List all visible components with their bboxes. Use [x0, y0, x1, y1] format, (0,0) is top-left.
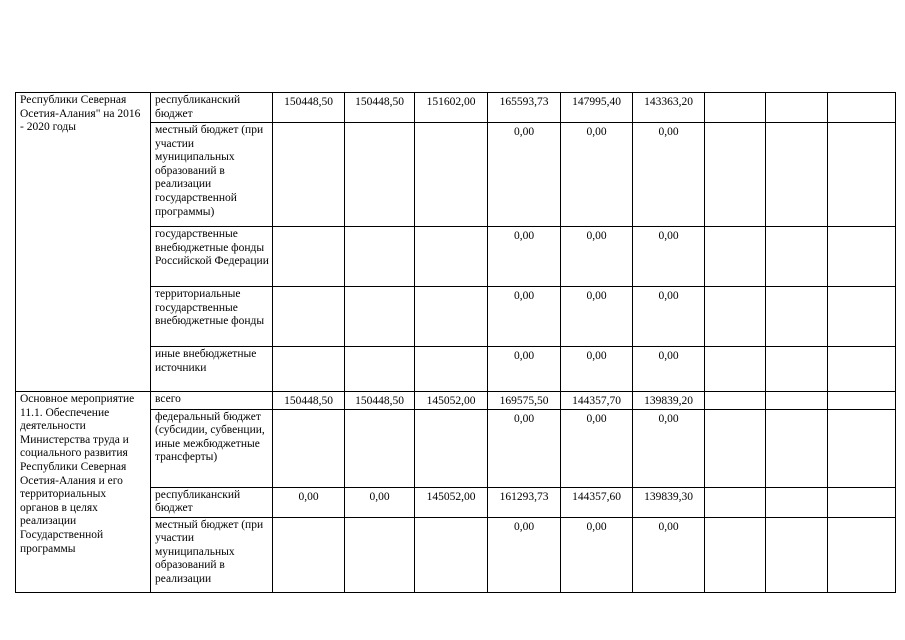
value-cell: 0,00 — [488, 347, 561, 392]
value-cell: 147995,40 — [561, 93, 633, 123]
funding-source-cell: республиканский бюджет — [151, 487, 273, 517]
row-title-cell: Основное мероприятие 11.1. Обеспечение деятельности Министерства труда и социального развития Республики Северная Осетия-Алания и его территориальных органов в целях реализации Государственной программы — [16, 392, 151, 593]
value-cell: 0,00 — [561, 287, 633, 347]
value-cell — [345, 347, 415, 392]
funding-source-cell: местный бюджет (при участии муниципальных образований в реализации государственной программы) — [151, 123, 273, 227]
value-cell — [828, 287, 896, 347]
value-cell — [766, 409, 828, 487]
value-cell — [345, 123, 415, 227]
value-cell: 0,00 — [633, 347, 705, 392]
value-cell — [705, 347, 766, 392]
value-cell: 0,00 — [633, 287, 705, 347]
value-cell: 150448,50 — [273, 93, 345, 123]
value-cell — [828, 409, 896, 487]
value-cell — [345, 227, 415, 287]
value-cell — [705, 287, 766, 347]
value-cell — [705, 392, 766, 410]
funding-source-cell: иные внебюджетные источники — [151, 347, 273, 392]
value-cell: 0,00 — [488, 409, 561, 487]
value-cell: 0,00 — [488, 517, 561, 592]
value-cell — [705, 123, 766, 227]
funding-source-cell: местный бюджет (при участии муниципальных образований в реализации — [151, 517, 273, 592]
value-cell — [415, 409, 488, 487]
value-cell: 151602,00 — [415, 93, 488, 123]
row-title-cell: Республики Северная Осетия-Алания" на 2016 - 2020 годы — [16, 93, 151, 392]
value-cell: 0,00 — [561, 409, 633, 487]
table-row — [16, 392, 896, 410]
value-cell — [415, 347, 488, 392]
value-cell: 0,00 — [633, 123, 705, 227]
value-cell: 169575,50 — [488, 392, 561, 410]
value-cell — [705, 227, 766, 287]
value-cell — [766, 392, 828, 410]
value-cell: 0,00 — [345, 487, 415, 517]
value-cell: 0,00 — [633, 409, 705, 487]
funding-source-cell: республиканский бюджет — [151, 93, 273, 123]
value-cell — [345, 287, 415, 347]
value-cell: 150448,50 — [273, 392, 345, 410]
value-cell: 0,00 — [488, 123, 561, 227]
value-cell — [415, 287, 488, 347]
value-cell — [766, 517, 828, 592]
value-cell — [828, 123, 896, 227]
value-cell — [766, 227, 828, 287]
value-cell: 161293,73 — [488, 487, 561, 517]
value-cell — [273, 517, 345, 592]
value-cell — [766, 93, 828, 123]
value-cell — [828, 487, 896, 517]
value-cell: 143363,20 — [633, 93, 705, 123]
value-cell — [705, 93, 766, 123]
value-cell: 144357,60 — [561, 487, 633, 517]
value-cell — [273, 347, 345, 392]
table-body — [16, 93, 896, 593]
value-cell — [828, 347, 896, 392]
value-cell: 0,00 — [561, 517, 633, 592]
value-cell — [705, 487, 766, 517]
funding-source-cell: территориальные государственные внебюджетные фонды — [151, 287, 273, 347]
funding-source-cell: федеральный бюджет (субсидии, субвенции, иные межбюджетные трансферты) — [151, 409, 273, 487]
value-cell — [828, 227, 896, 287]
value-cell — [273, 123, 345, 227]
value-cell — [345, 517, 415, 592]
table-row — [16, 93, 896, 123]
value-cell — [415, 227, 488, 287]
value-cell: 0,00 — [561, 123, 633, 227]
value-cell — [828, 93, 896, 123]
value-cell — [766, 287, 828, 347]
value-cell — [415, 517, 488, 592]
value-cell: 145052,00 — [415, 392, 488, 410]
value-cell — [273, 227, 345, 287]
value-cell: 139839,20 — [633, 392, 705, 410]
value-cell: 0,00 — [633, 517, 705, 592]
value-cell: 0,00 — [273, 487, 345, 517]
value-cell — [828, 517, 896, 592]
value-cell — [705, 409, 766, 487]
value-cell: 145052,00 — [415, 487, 488, 517]
value-cell: 0,00 — [561, 347, 633, 392]
value-cell: 0,00 — [488, 287, 561, 347]
funding-source-cell: всего — [151, 392, 273, 410]
value-cell — [273, 287, 345, 347]
value-cell — [766, 347, 828, 392]
value-cell — [766, 123, 828, 227]
value-cell — [273, 409, 345, 487]
budget-table — [15, 92, 896, 593]
value-cell — [345, 409, 415, 487]
value-cell: 150448,50 — [345, 392, 415, 410]
value-cell — [766, 487, 828, 517]
funding-source-cell: государственные внебюджетные фонды Российской Федерации — [151, 227, 273, 287]
value-cell: 0,00 — [633, 227, 705, 287]
value-cell: 144357,70 — [561, 392, 633, 410]
value-cell: 0,00 — [488, 227, 561, 287]
value-cell: 0,00 — [561, 227, 633, 287]
value-cell — [705, 517, 766, 592]
value-cell — [828, 392, 896, 410]
value-cell — [415, 123, 488, 227]
value-cell: 139839,30 — [633, 487, 705, 517]
value-cell: 150448,50 — [345, 93, 415, 123]
value-cell: 165593,73 — [488, 93, 561, 123]
